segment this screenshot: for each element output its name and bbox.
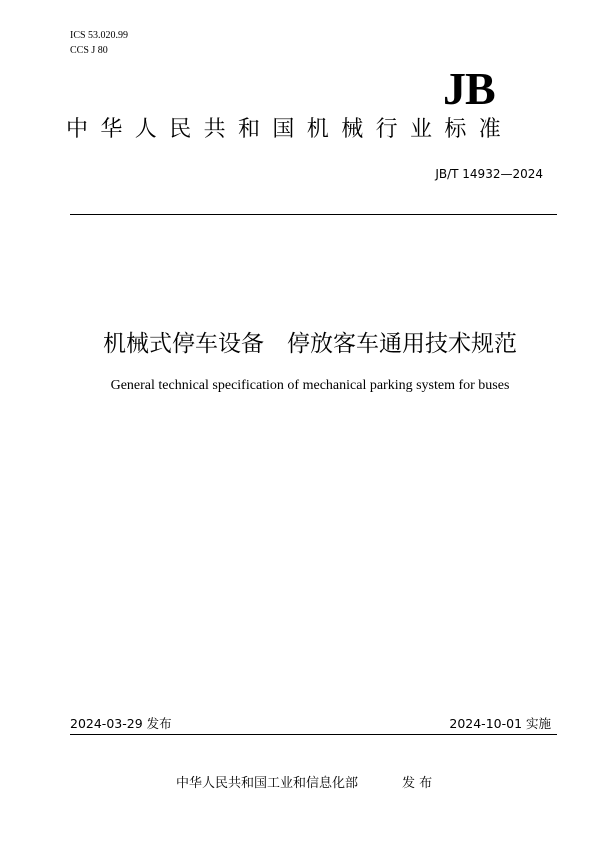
release-date: 2024-03-29 发布 — [70, 716, 172, 731]
implementation-date: 2024-10-01 实施 — [449, 716, 551, 731]
standard-code: JB/T 14932—2024 — [435, 167, 543, 181]
jb-logo-mark: JB — [443, 63, 495, 114]
footer-divider — [70, 734, 557, 735]
document-title-chinese: 机械式停车设备 停放客车通用技术规范 — [103, 331, 517, 357]
standard-type-title: 中华人民共和国机械行业标准 — [66, 117, 514, 142]
issue-action: 发 布 — [402, 776, 433, 791]
document-title-english: General technical specification of mechanical parking system for buses — [110, 378, 510, 393]
header-divider — [70, 214, 557, 215]
ccs-code: CCS J 80 — [70, 45, 108, 56]
issuing-authority: 中华人民共和国工业和信息化部 — [176, 776, 359, 791]
ics-code: ICS 53.020.99 — [70, 30, 129, 41]
